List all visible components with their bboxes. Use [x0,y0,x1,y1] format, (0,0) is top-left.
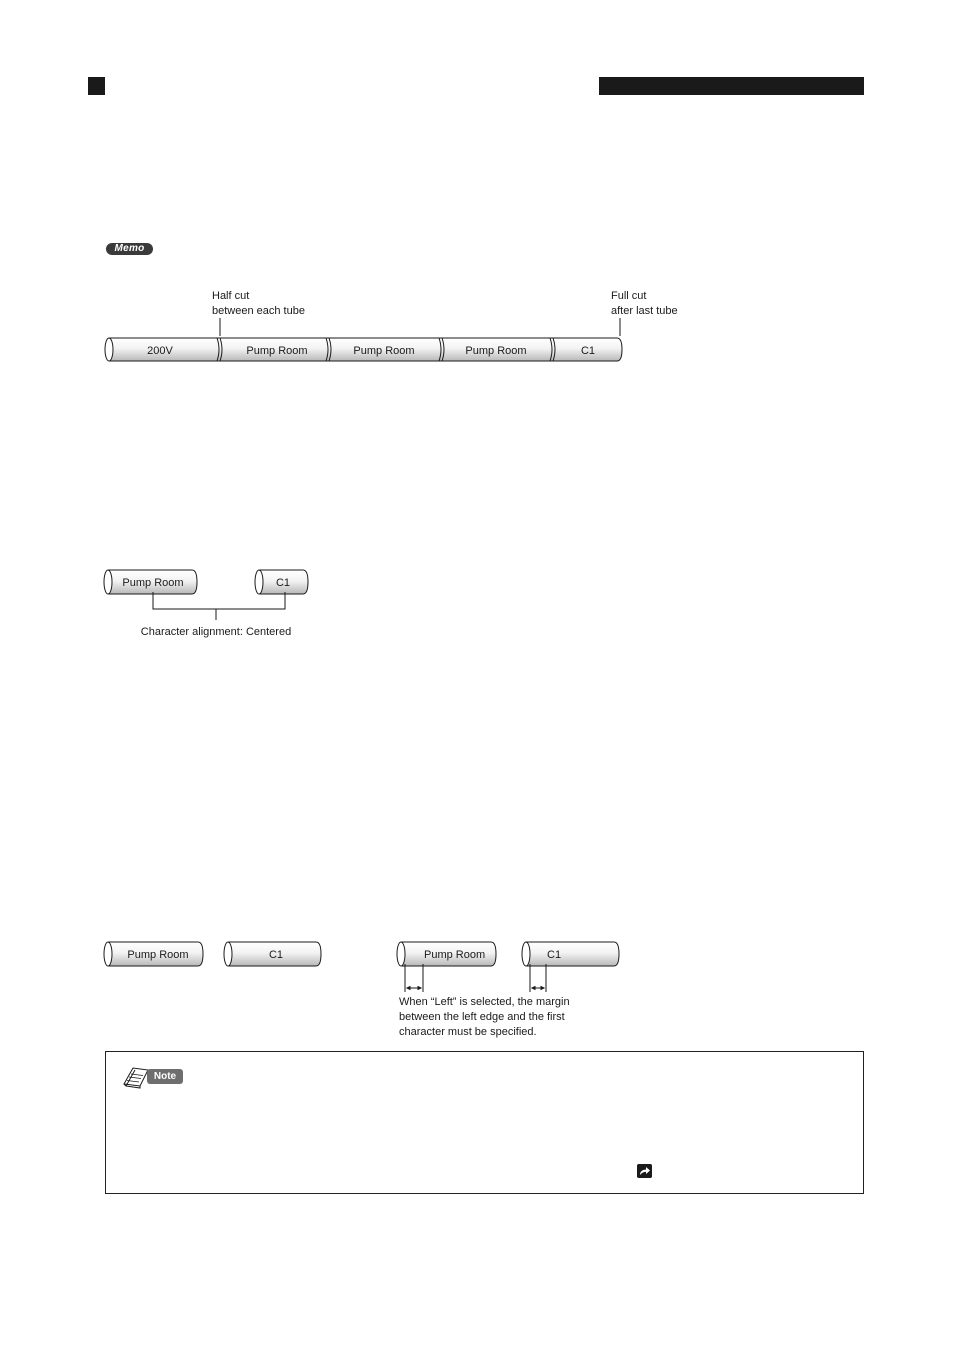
tube-label: Pump Room [353,345,415,357]
tube-c1-left [522,942,619,966]
note-box [105,1051,864,1194]
half-cut-label-line2: between each tube [212,305,305,317]
half-cut-label-line1: Half cut [212,290,250,302]
tube-pump-room-centered [104,570,197,594]
tube-label: C1 [580,345,596,357]
left-caption-line1: When “Left” is selected, the margin [399,996,570,1008]
note-badge: Note [147,1069,183,1084]
tube-strip [105,318,622,361]
centered-caption: Character alignment: Centered [140,626,292,638]
tube-c1-example [224,942,321,966]
memo-badge: Memo [106,243,153,255]
tube-c1-centered [255,570,308,594]
tube-label: Pump Room [122,577,184,589]
tube-label: C1 [275,577,291,589]
tube-label: 200V [147,345,173,357]
left-caption-line3: character must be specified. [399,1026,537,1038]
tube-pump-room-example [104,942,203,966]
left-margin-indicator [530,964,546,992]
tube-label: C1 [547,949,562,961]
tube-label: Pump Room [246,345,308,357]
left-caption-line2: between the left edge and the first [399,1011,565,1023]
tube-label: C1 [268,949,284,961]
left-margin-indicator [405,964,423,992]
page-reference-arrow-icon [637,1164,652,1178]
tube-label: Pump Room [465,345,527,357]
tube-pump-room-left [397,942,496,966]
full-cut-label-line1: Full cut [611,290,647,302]
full-cut-label-line2: after last tube [611,305,678,317]
tube-label: Pump Room [127,949,189,961]
tube-label: Pump Room [424,949,486,961]
centered-bracket [153,592,285,620]
